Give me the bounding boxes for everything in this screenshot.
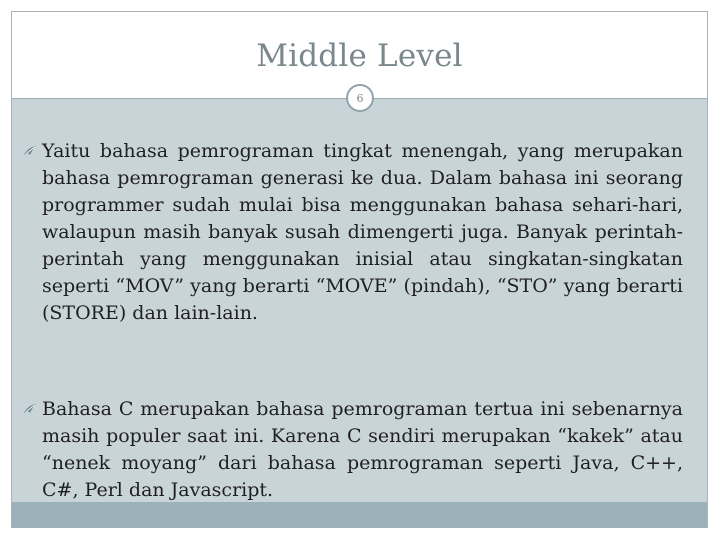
wing-bullet-icon — [23, 145, 37, 157]
slide — [11, 11, 708, 528]
bullet-text: Bahasa C merupakan bahasa pemrograman tertua ini sebenarnya masih populer saat ini. Karena C sendiri merupakan “kakek” atau “nenek moyang” dari bahasa pemrograman seperti Java, C++, C#, Perl dan Javascript. — [42, 398, 683, 501]
bullet-item — [24, 396, 683, 504]
slide-title: Middle Level — [256, 38, 463, 74]
page-number: 6 — [356, 91, 364, 105]
bullet-text: Yaitu bahasa pemrograman tingkat menengah, yang merupakan bahasa pemrograman generasi ke dua. Dalam bahasa ini seorang programmer sudah mulai bisa menggunakan bahasa sehari-hari, walaupun masih banyak susah dimengerti juga. Banyak perintah-perintah yang menggunakan inisial atau singkatan-singkatan seperti “MOV” yang berarti “MOVE” (pindah), “STO” yang berarti (STORE) dan lain-lain. — [42, 140, 683, 324]
content-area — [12, 99, 707, 502]
footer-bar — [12, 502, 707, 528]
page-number-badge — [346, 84, 374, 112]
wing-bullet-icon — [23, 403, 37, 415]
bullet-item — [24, 138, 683, 327]
